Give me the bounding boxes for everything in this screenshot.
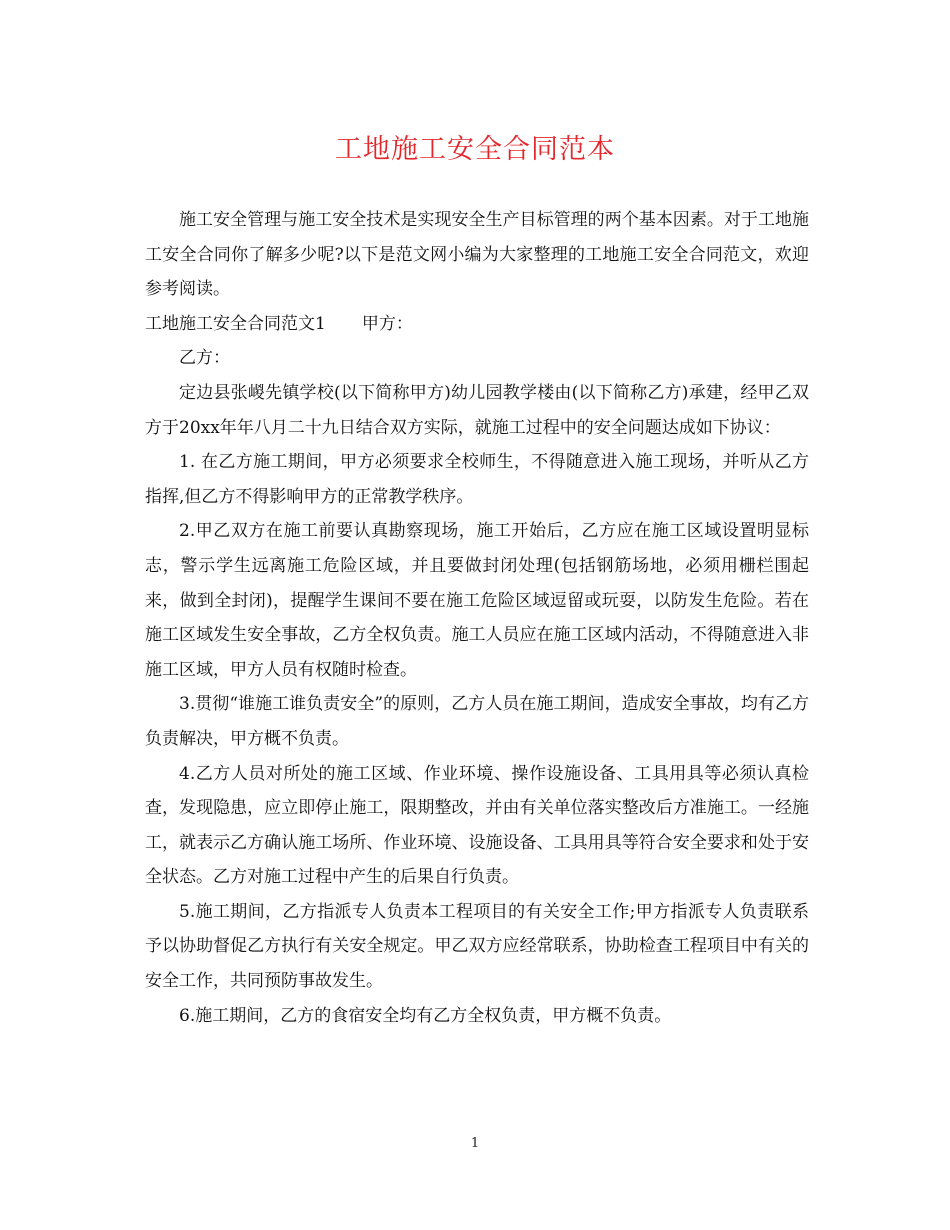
intro-paragraph: 施工安全管理与施工安全技术是实现安全生产目标管理的两个基本因素。对于工地施工安全合同你了解多少呢?以下是范文网小编为大家整理的工地施工安全合同范文，欢迎参考阅读。	[145, 210, 809, 300]
document-body	[145, 203, 809, 1033]
contract-heading-line	[145, 307, 809, 342]
preamble-paragraph: 定边县张嵕先镇学校(以下简称甲方)幼儿园教学楼由(以下简称乙方)承建，经甲乙双方于20xx年年八月二十九日结合双方实际，就施工过程中的安全问题达成如下协议：	[145, 382, 809, 438]
page-number: 1	[470, 1136, 480, 1151]
document-title: 工地施工安全合同范本	[335, 134, 615, 165]
clause-2: 2.甲乙双方在施工前要认真勘察现场，施工开始后，乙方应在施工区域设置明显标志，警示学生远离施工危险区域，并且要做封闭处理(包括钢筋场地，必须用栅栏围起来，做到全封闭)，提醒学生课间不要在施工危险区域逗留或玩耍，以防发生危险。若在施工区域发生安全事故，乙方全权负责。施工人员应在施工区域内活动，不得随意进入非施工区域，甲方人员有权随时检查。	[145, 521, 809, 680]
party-a-label: 甲方：	[361, 313, 413, 334]
clause-4: 4.乙方人员对所处的施工区域、作业环境、操作设施设备、工具用具等必须认真检查，发现隐患，应立即停止施工，限期整改，并由有关单位落实整改后方准施工。一经施工，就表示乙方确认施工场所、作业环境、设施设备、工具用具等符合安全要求和处于安全状态。乙方对施工过程中产生的后果自行负责。	[145, 763, 809, 888]
clause-3: 3.贯彻“谁施工谁负责安全”的原则，乙方人员在施工期间，造成安全事故，均有乙方负责解决，甲方概不负责。	[145, 694, 809, 749]
contract-heading: 工地施工安全合同范文1	[145, 313, 326, 334]
party-b-label: 乙方：	[179, 348, 230, 369]
clause-1: 1. 在乙方施工期间，甲方必须要求全校师生，不得随意进入施工现场，并听从乙方指挥,但乙方不得影响甲方的正常教学秩序。	[145, 452, 809, 507]
clause-5: 5.施工期间，乙方指派专人负责本工程项目的有关安全工作;甲方指派专人负责联系予以协助督促乙方执行有关安全规定。甲乙双方应经常联系，协助检查工程项目中有关的安全工作，共同预防事故发生。	[145, 901, 809, 992]
clause-6: 6.施工期间，乙方的食宿安全均有乙方全权负责，甲方概不负责。	[179, 1005, 672, 1026]
